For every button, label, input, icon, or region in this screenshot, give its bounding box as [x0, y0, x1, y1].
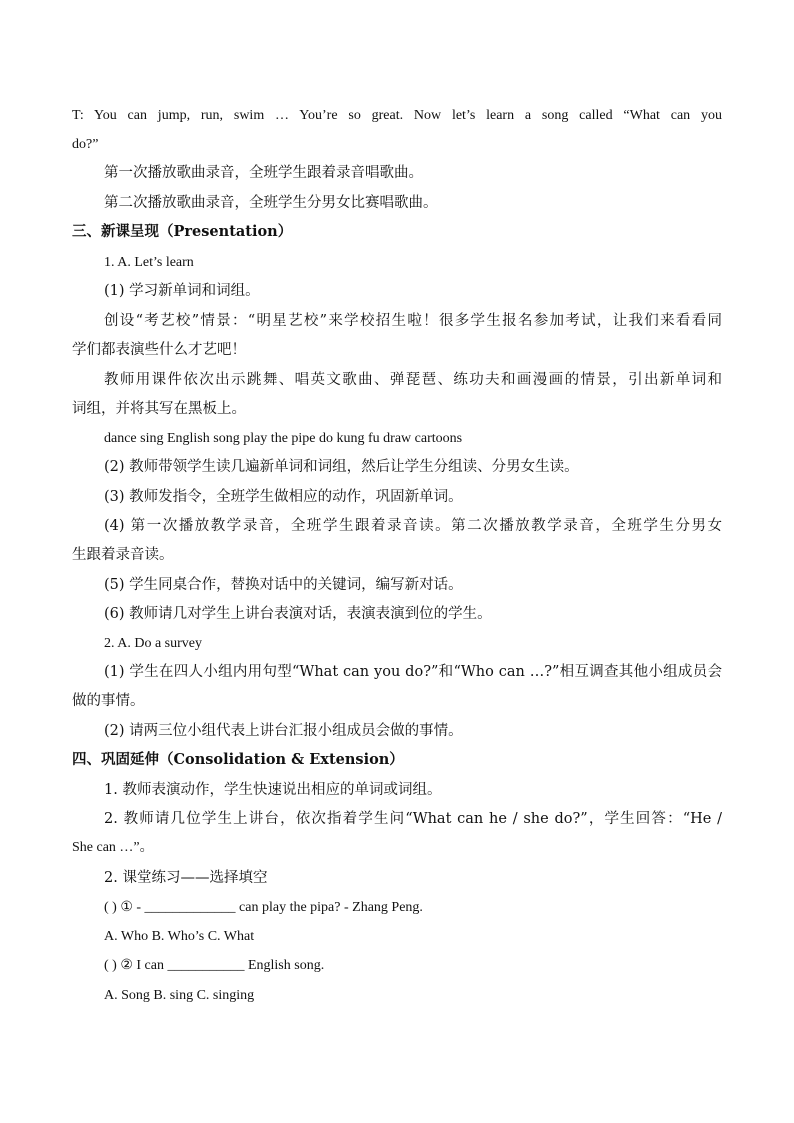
paragraph-line: 做的事情。	[72, 693, 145, 709]
section-heading-consolidation: 四、巩固延伸（Consolidation & Extension）	[72, 751, 404, 768]
paragraph-line: do?”	[72, 137, 99, 152]
paragraph-line: (2) 请两三位小组代表上讲台汇报小组成员会做的事情。	[104, 723, 463, 739]
exercise-options: A. Song B. sing C. singing	[104, 988, 255, 1003]
paragraph-line: 1. 教师表演动作，学生快速说出相应的单词或词组。	[104, 782, 442, 798]
exercise-question: ( ) ① - _____________ can play the pipa? - Zhang Peng.	[104, 900, 423, 915]
paragraph-line: T: You can jump, run, swim … You’re so great. Now let’s learn a song called “What can you	[72, 108, 722, 123]
paragraph-line: She can …”。	[72, 840, 154, 855]
paragraph-line: 创设“考艺校”情景：“明星艺校”来学校招生啦！很多学生报名参加考试，让我们来看看同	[104, 313, 722, 329]
exercise-title: 2. 课堂练习——选择填空	[104, 870, 268, 886]
exercise-question: ( ) ② I can ___________ English song.	[104, 958, 325, 973]
paragraph-line: 第一次播放歌曲录音，全班学生跟着录音唱歌曲。	[104, 165, 423, 181]
paragraph-line: (5) 学生同桌合作，替换对话中的关键词，编写新对话。	[104, 577, 463, 593]
exercise-options: A. Who B. Who’s C. What	[104, 929, 255, 944]
paragraph-line: 学们都表演些什么才艺吧！	[72, 342, 246, 358]
subsection-title: 2. A. Do a survey	[104, 636, 202, 651]
paragraph-line: 2. 教师请几位学生上讲台，依次指着学生问“What can he / she do?”，学生回答：“He /	[104, 811, 722, 827]
paragraph-line: (2) 教师带领学生读几遍新单词和词组，然后让学生分组读、分男女生读。	[104, 459, 579, 475]
paragraph-line: (3) 教师发指令，全班学生做相应的动作，巩固新单词。	[104, 489, 463, 505]
paragraph-line: 生跟着录音读。	[72, 547, 174, 563]
subsection-title: 1. A. Let’s learn	[104, 255, 194, 270]
paragraph-line: 教师用课件依次出示跳舞、唱英文歌曲、弹琵琶、练功夫和画漫画的情景，引出新单词和	[104, 372, 722, 388]
paragraph-line: (4) 第一次播放教学录音，全班学生跟着录音读。第二次播放教学录音，全班学生分男女	[104, 518, 722, 534]
paragraph-line: (6) 教师请几对学生上讲台表演对话，表演表演到位的学生。	[104, 606, 492, 622]
vocabulary-line: dance sing English song play the pipe do kung fu draw cartoons	[104, 431, 463, 446]
paragraph-line: (1) 学生在四人小组内用句型“What can you do?”和“Who can …?”相互调查其他小组成员会	[104, 664, 722, 680]
paragraph-line: 第二次播放歌曲录音，全班学生分男女比赛唱歌曲。	[104, 195, 438, 211]
paragraph-line: (1) 学习新单词和词组。	[104, 283, 260, 299]
section-heading-presentation: 三、新课呈现（Presentation）	[72, 223, 293, 240]
paragraph-line: 词组，并将其写在黑板上。	[72, 401, 246, 417]
